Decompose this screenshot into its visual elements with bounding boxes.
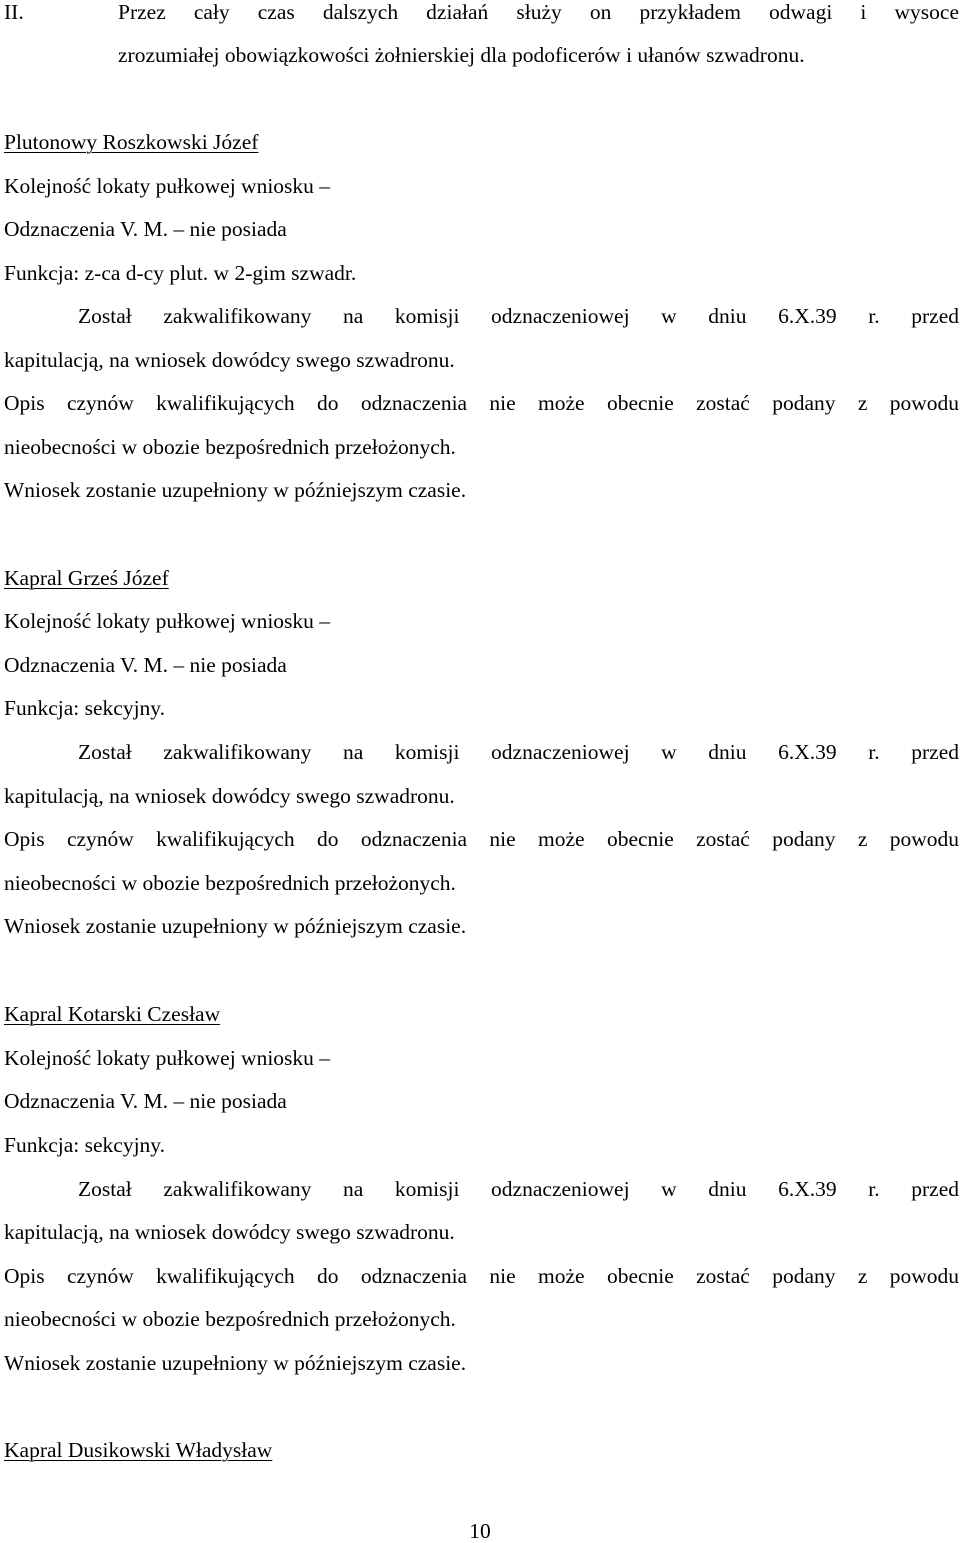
entry-name: Kapral Dusikowski Władysław [4,1438,273,1462]
entry-opis-line-1: Opis czynów kwalifikujących do odznaczenia nie może obecnie zostać podany z powodu [4,827,959,851]
intro-line-2: zrozumiałej obowiązkowości żołnierskiej dla podoficerów i ułanów szwadronu. [118,43,805,67]
entry-odznaczenia: Odznaczenia V. M. – nie posiada [4,217,287,241]
entry-zakwalifikowany-line-1: Został zakwalifikowany na komisji odznaczeniowej w dniu 6.X.39 r. przed [78,1177,959,1201]
entry-opis-line-1: Opis czynów kwalifikujących do odznaczenia nie może obecnie zostać podany z powodu [4,391,959,415]
entry-zakwalifikowany-line-2: kapitulacją, na wniosek dowódcy swego szwadronu. [4,784,455,808]
entry-zakwalifikowany-line-2: kapitulacją, na wniosek dowódcy swego szwadronu. [4,348,455,372]
page-number: 10 [469,1519,491,1543]
entry-zakwalifikowany-line-2: kapitulacją, na wniosek dowódcy swego szwadronu. [4,1220,455,1244]
entry-name: Kapral Kotarski Czesław [4,1002,221,1026]
entry-name: Plutonowy Roszkowski Józef [4,130,259,154]
entry-funkcja: Funkcja: sekcyjny. [4,1133,166,1157]
entry-opis-line-2: nieobecności w obozie bezpośrednich przełożonych. [4,435,456,459]
entry-name: Kapral Grześ Józef [4,566,169,590]
entry-opis-line-2: nieobecności w obozie bezpośrednich przełożonych. [4,1307,456,1331]
entry-wniosek: Wniosek zostanie uzupełniony w późniejszym czasie. [4,1351,467,1375]
entry-kolejnosc: Kolejność lokaty pułkowej wniosku – [4,1046,331,1070]
entry-funkcja: Funkcja: sekcyjny. [4,696,166,720]
entry-opis-line-2: nieobecności w obozie bezpośrednich przełożonych. [4,871,456,895]
intro-line-1: Przez cały czas dalszych działań służy on przykładem odwagi i wysoce [118,0,959,24]
entry-zakwalifikowany-line-1: Został zakwalifikowany na komisji odznaczeniowej w dniu 6.X.39 r. przed [78,740,959,764]
entry-odznaczenia: Odznaczenia V. M. – nie posiada [4,653,287,677]
entry-odznaczenia: Odznaczenia V. M. – nie posiada [4,1089,287,1113]
entry-opis-line-1: Opis czynów kwalifikujących do odznaczenia nie może obecnie zostać podany z powodu [4,1264,959,1288]
entry-funkcja: Funkcja: z-ca d-cy plut. w 2-gim szwadr. [4,261,357,285]
section-roman-numeral: II. [4,0,24,24]
entry-wniosek: Wniosek zostanie uzupełniony w późniejszym czasie. [4,914,467,938]
entry-wniosek: Wniosek zostanie uzupełniony w późniejszym czasie. [4,478,467,502]
entry-kolejnosc: Kolejność lokaty pułkowej wniosku – [4,174,331,198]
entry-zakwalifikowany-line-1: Został zakwalifikowany na komisji odznaczeniowej w dniu 6.X.39 r. przed [78,304,959,328]
entry-kolejnosc: Kolejność lokaty pułkowej wniosku – [4,609,331,633]
